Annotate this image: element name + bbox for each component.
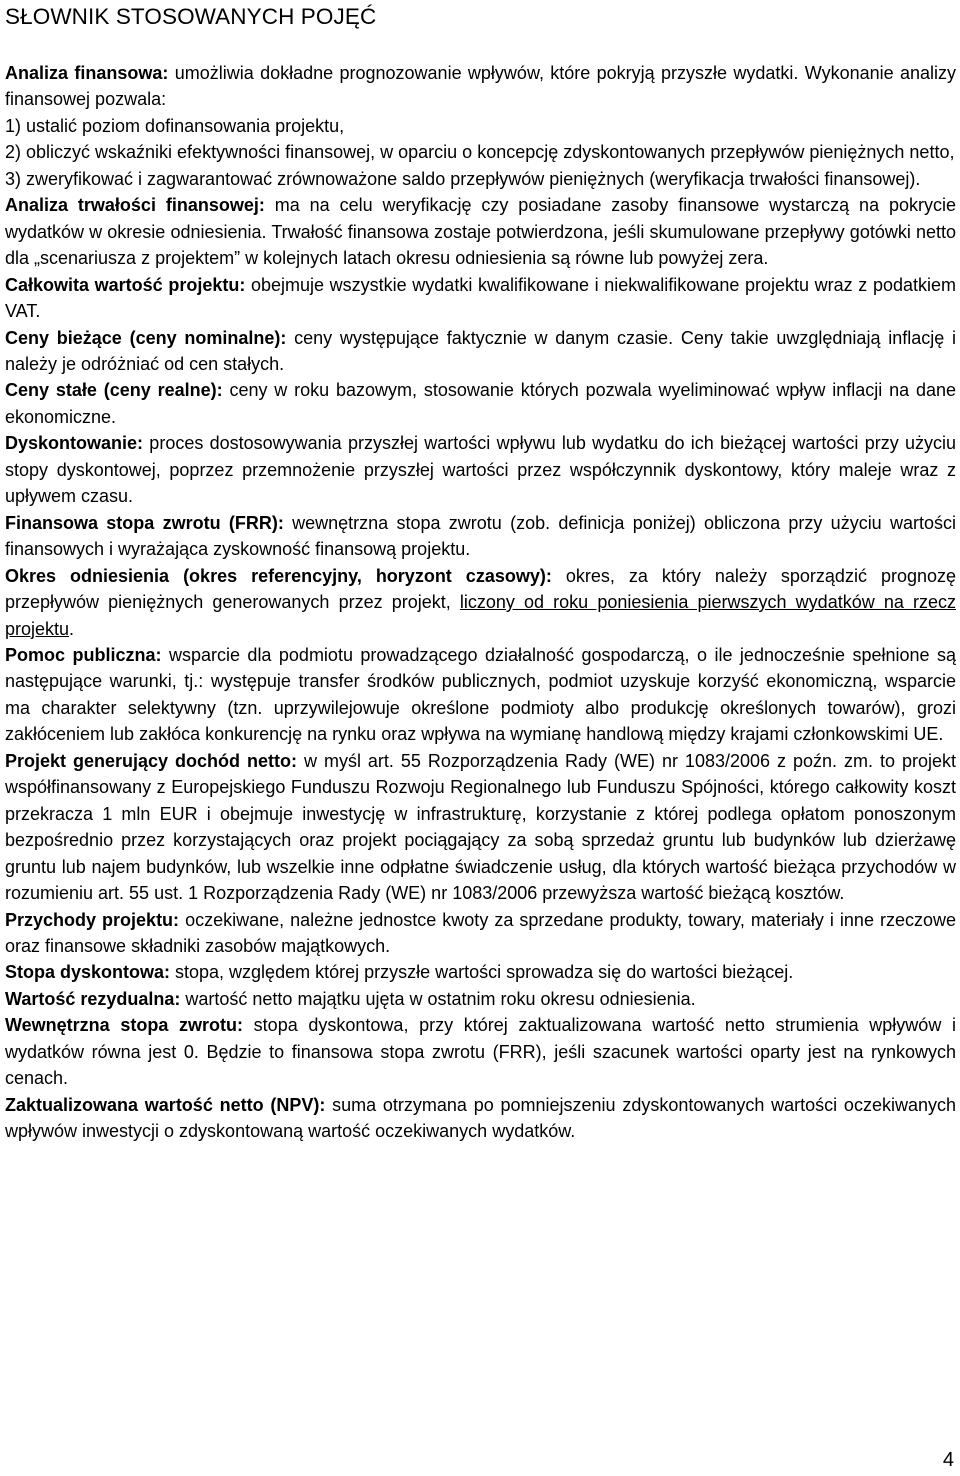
glossary-entry [5, 1012, 956, 1091]
entry-term: Finansowa stopa zwrotu (FRR): [5, 512, 284, 533]
entry-definition: oczekiwane, należne jednostce kwoty za sprzedane produkty, towary, materiały i inne rzeczowe oraz finansowe składniki zasobów majątkowych. [5, 909, 957, 956]
entry-definition: umożliwia dokładne prognozowanie wpływów, które pokryją przyszłe wydatki. Wykonanie analizy finansowej pozwala: [5, 63, 957, 110]
entry-definition: w myśl art. 55 Rozporządzenia Rady (WE) nr 1083/2006 z poźn. zm. to projekt współfinansowany z Europejskiego Funduszu Rozwoju Regionalnego lub Funduszu Spójności, którego całkowity koszt przekracza 1 mln EUR i obejmuje inwestycję w infrastrukturę, korzystanie z której podlega opłatom ponoszonym bezpośrednio przez korzystających oraz projekt pociągający za sobą sprzedaż gruntu lub budynków lub dzierżawę gruntu lub najem budynków, lub wszelkie inne odpłatne świadczenie usług, dla których wartość bieżąca przychodów w rozumieniu art. 55 ust. 1 Rozporządzenia Rady (WE) nr 1083/2006 przewyższa wartość bieżącą kosztów. [5, 750, 956, 904]
list-item: 3) zweryfikować i zagwarantować zrównoważone saldo przepływów pieniężnych (weryfikacja trwałości finansowej). [5, 168, 921, 189]
glossary-entry [5, 907, 956, 960]
glossary-entry [5, 563, 956, 642]
glossary-entry [5, 510, 956, 563]
underlined-phrase: liczony od roku poniesienia pierwszych wydatków na rzecz projektu [5, 592, 956, 639]
glossary-entry [5, 959, 956, 985]
entry-term: Wewnętrzna stopa zwrotu: [5, 1015, 244, 1036]
entry-term: Projekt generujący dochód netto: [5, 750, 297, 771]
entry-definition: ceny w roku bazowym, stosowanie których pozwala wyeliminować wpływ inflacji na dane ekonomiczne. [5, 380, 956, 427]
glossary-entry [5, 1092, 956, 1145]
entry-term: Całkowita wartość projektu: [5, 274, 246, 295]
entry-term: Pomoc publiczna: [5, 644, 162, 665]
glossary-entry [5, 642, 956, 748]
entry-definition: obejmuje wszystkie wydatki kwalifikowane i niekwalifikowane projektu wraz z podatkiem VAT. [5, 274, 956, 322]
glossary-entry [5, 192, 956, 271]
entry-term: Analiza trwałości finansowej: [5, 195, 265, 216]
entry-definition: stopa dyskontowa, przy której zaktualizowana wartość netto strumienia wpływów i wydatków równa jest 0. Będzie to finansowa stopa zwrotu (FRR), jeśli szacunek wartości oparty jest na rynkowych cenach. [5, 1015, 956, 1089]
glossary-entries [5, 60, 956, 1145]
entry-definition: okres, za który należy sporządzić prognozę przepływów pieniężnych generowanych przez projekt, [5, 565, 957, 613]
list-item: 1) ustalić poziom dofinansowania projektu, [5, 115, 345, 136]
list-item: 2) obliczyć wskaźniki efektywności finansowej, w oparciu o koncepcję zdyskontowanych przepływów pieniężnych netto, [5, 142, 955, 163]
entry-term: Ceny bieżące (ceny nominalne): [5, 327, 287, 348]
entry-definition: ceny występujące faktycznie w danym czasie. Ceny takie uwzględniają inflację i należy je odróżniać od cen stałych. [5, 327, 957, 374]
entry-definition: stopa, względem której przyszłe wartości sprowadza się do wartości bieżącej. [170, 962, 794, 983]
entry-definition: wsparcie dla podmiotu prowadzącego działalność gospodarczą, o ile jednocześnie spełnione są następujące warunki, tj.: występuje transfer środków publicznych, podmiot uzyskuje korzyść ekonomiczną, wsparcie ma charakter selektywny (tzn. uprzywilejowuje określone podmioty albo produkcję określonych towarów), grozi zakłóceniem lub zakłóca konkurencję na rynku oraz wpływa na wymianę handlową między krajami członkowskimi UE. [5, 644, 956, 745]
entry-definition: wartość netto majątku ujęta w ostatnim roku okresu odniesienia. [180, 988, 696, 1009]
entry-term: Wartość rezydualna: [5, 988, 181, 1009]
page-number: 4 [942, 1449, 954, 1471]
entry-term: Zaktualizowana wartość netto (NPV): [5, 1094, 326, 1115]
entry-definition: suma otrzymana po pomniejszeniu zdyskontowanych wartości oczekiwanych wpływów inwestycji o zdyskontowaną wartość oczekiwanych wydatków. [5, 1094, 956, 1142]
page-title: SŁOWNIK STOSOWANYCH POJĘĆ [5, 4, 377, 29]
glossary-entry [5, 325, 956, 378]
glossary-entry [5, 60, 956, 192]
glossary-entry [5, 272, 956, 325]
glossary-entry [5, 377, 956, 430]
glossary-entry [5, 748, 956, 907]
entry-term: Dyskontowanie: [5, 433, 144, 454]
entry-term: Okres odniesienia (okres referencyjny, horyzont czasowy): [5, 565, 552, 586]
entry-term: Stopa dyskontowa: [5, 962, 171, 983]
entry-definition: wewnętrzna stopa zwrotu (zob. definicja poniżej) obliczona przy użyciu wartości finansowych i wyrażająca zyskowność finansową projektu. [5, 512, 956, 560]
entry-list [5, 113, 956, 192]
entry-term: Przychody projektu: [5, 909, 180, 930]
entry-term: Ceny stałe (ceny realne): [5, 380, 223, 401]
entry-definition: proces dostosowywania przyszłej wartości wpływu lub wydatku do ich bieżącej wartości przy użyciu stopy dyskontowej, poprzez przemnożenie przyszłej wartości przez współczynnik dyskontowy, który maleje wraz z upływem czasu. [5, 433, 956, 507]
entry-term: Analiza finansowa: [5, 63, 169, 83]
glossary-entry [5, 430, 956, 509]
entry-definition-end: . [69, 618, 75, 639]
glossary-entry [5, 986, 956, 1012]
entry-definition: ma na celu weryfikację czy posiadane zasoby finansowe wystarczą na pokrycie wydatków w okresie odniesienia. Trwałość finansowa zostaje potwierdzona, jeśli skumulowane przepływy gotówki netto dla „scenariusza z projektem” w kolejnych latach okresu odniesienia są równe lub powyżej zera. [5, 195, 956, 269]
